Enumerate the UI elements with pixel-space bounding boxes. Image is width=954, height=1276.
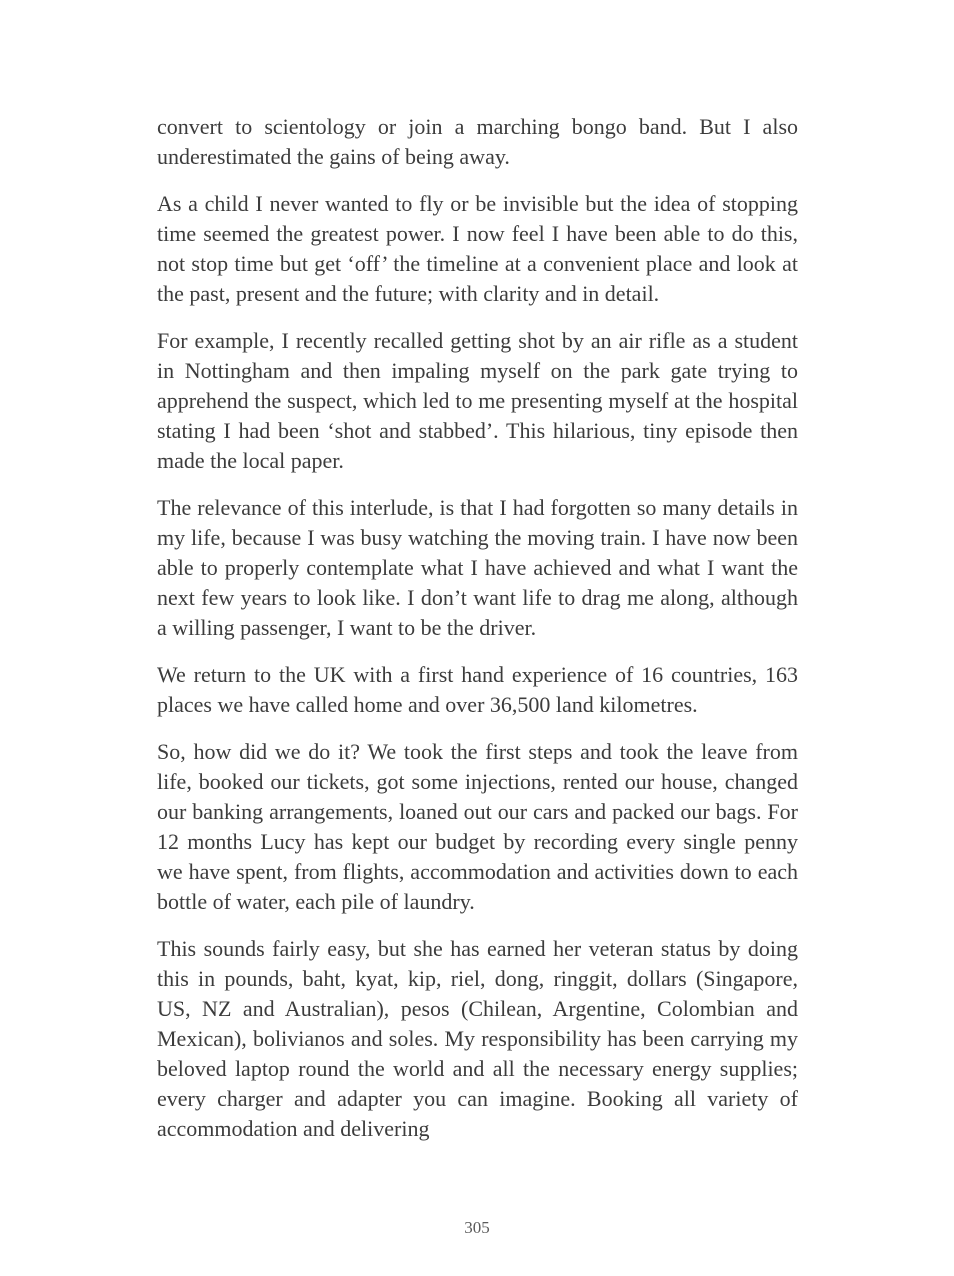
page-number: 305 [464, 1218, 490, 1237]
paragraph: convert to scientology or join a marching bongo band. But I also underestimated the gains of being away. [157, 114, 798, 169]
paragraph: As a child I never wanted to fly or be invisible but the idea of stopping time seemed the greatest power. I now feel I have been able to do this, not stop time but get ‘off’ the timeline at a convenient place and look at the past, present and the future; with clarity and in detail. [157, 191, 798, 306]
page-body-text [157, 112, 798, 1144]
paragraph: This sounds fairly easy, but she has earned her veteran status by doing this in pounds, baht, kyat, kip, riel, dong, ringgit, dollars (Singapore, US, NZ and Australian), pesos (Chilean, Argentine, Colombian and Mexican), bolivianos and soles. My responsibility has been carrying my beloved laptop round the world and all the necessary energy supplies; every charger and adapter you can imagine. Booking all variety of accommodation and delivering [157, 936, 798, 1141]
paragraph: The relevance of this interlude, is that I had forgotten so many details in my life, because I was busy watching the moving train. I have now been able to properly contemplate what I have achieved and what I want the next few years to look like. I don’t want life to drag me along, although a willing passenger, I want to be the driver. [157, 495, 798, 640]
paragraph: For example, I recently recalled getting shot by an air rifle as a student in Nottingham and then impaling myself on the park gate trying to apprehend the suspect, which led to me presenting myself at the hospital stating I had been ‘shot and stabbed’. This hilarious, tiny episode then made the local paper. [157, 328, 798, 473]
paragraph: We return to the UK with a first hand experience of 16 countries, 163 places we have called home and over 36,500 land kilometres. [157, 662, 798, 717]
paragraph: So, how did we do it? We took the first steps and took the leave from life, booked our tickets, got some injections, rented our house, changed our banking arrangements, loaned out our cars and packed our bags. For 12 months Lucy has kept our budget by recording every single penny we have spent, from flights, accommodation and activities down to each bottle of water, each pile of laundry. [157, 739, 798, 914]
